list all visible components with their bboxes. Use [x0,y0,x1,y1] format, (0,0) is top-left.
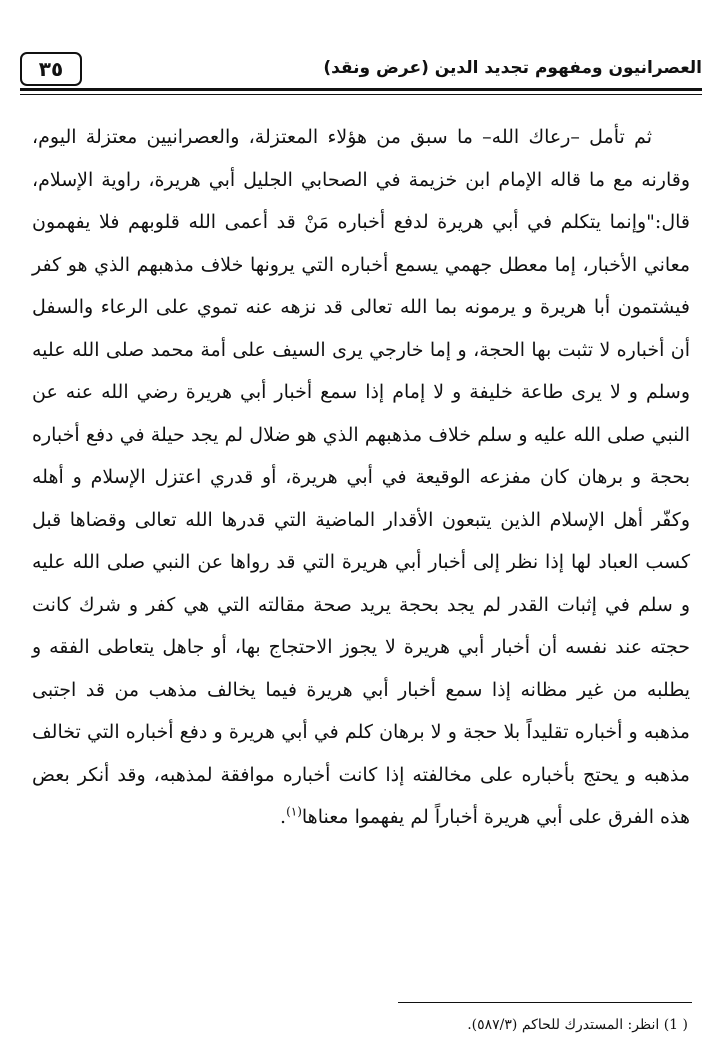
footnote-separator [398,1002,692,1003]
page-number-box [20,52,82,86]
footnote: ( 1) انظر: المستدرك للحاكم (٥٨٧/٣). [467,1017,688,1033]
header-rule-thin [20,94,702,95]
running-title: العصرانيون ومفهوم تجديد الدين (عرض ونقد) [323,58,702,78]
footnote-reference[interactable]: (١) [286,804,302,819]
paragraph-end: . [280,806,287,828]
body-paragraph [32,116,690,839]
header-rule-thick [20,88,702,91]
page-header [20,52,702,102]
main-text [32,116,690,839]
paragraph-text: ثم تأمل –رعاك الله– ما سبق من هؤلاء المعتزلة، والعصرانيين معتزلة اليوم، وقارنه مع ما قاله الإمام ابن خزيمة في الصحابي الجليل أبي هريرة، راوية الإسلام، قال:"وإنما يتكلم في أبي هريرة لدفع أخباره مَنْ قد أعمى الله قلوبهم فلا يفهمون معاني الأخبار، إما معطل جهمي يسمع أخباره التي يرونها خلاف مذهبهم الذي هو كفر فيشتمون أبا هريرة و يرمونه بما الله تعالى قد نزهه عنه تموي على الرعاء والسفل أن أخباره لا تثبت بها الحجة، و إما خارجي يرى السيف على أمة محمد صلى الله عليه وسلم و لا يرى طاعة خليفة و لا إمام إذا سمع أخبار أبي هريرة رضي الله عنه عن النبي صلى الله عليه و سلم خلاف مذهبهم الذي هو ضلال لم يجد حيلة في دفع أخباره بحجة و برهان كان مفزعه الوقيعة في أبي هريرة، أو قدري اعتزل الإسلام و أهله وكفّر أهل الإسلام الذين يتبعون الأقدار الماضية التي قدرها الله تعالى وقضاها قبل كسب العباد لها إذا نظر إلى أخبار أبي هريرة التي قد رواها عن النبي صلى الله عليه و سلم في إثبات القدر لم يجد بحجة يريد صحة مقالته التي هي كفر و شرك كانت حجته عند نفسه أن أخبار أبي هريرة لا يجوز الاحتجاج بها، أو جاهل يتعاطى الفقه و يطلبه من غير مظانه إذا سمع أخبار أبي هريرة فيما يخالف مذهب من قد اجتبى مذهبه و أخباره تقليداً بلا حجة و لا برهان كلم في أبي هريرة و دفع أخباره التي تخالف مذهبه و يحتج بأخباره على مخالفته إذا كانت أخباره موافقة لمذهبه، وقد أنكر بعض هذه الفرق على أبي هريرة أخباراً لم يفهموا معناها [32,126,690,828]
page-number: ٣٥ [38,57,64,81]
